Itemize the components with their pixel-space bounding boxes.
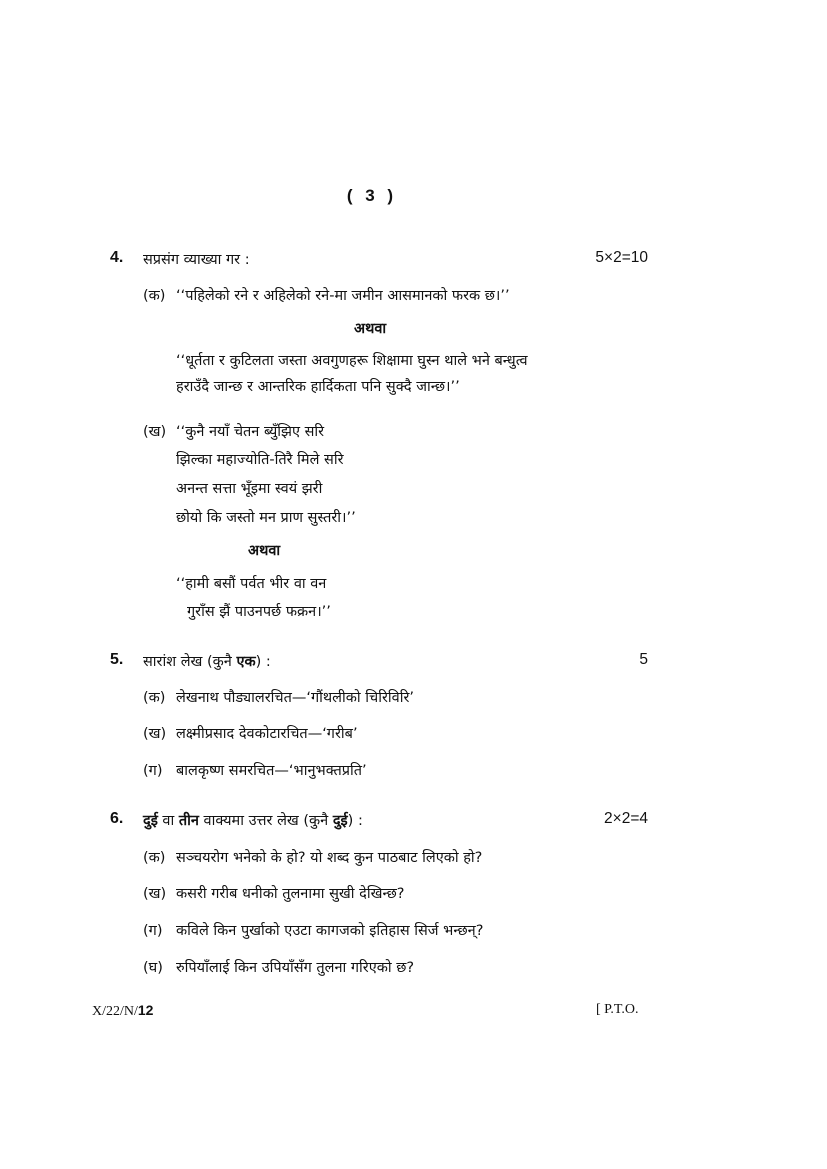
q6-item-label: (ख) bbox=[143, 886, 167, 902]
q5-item-label: (ग) bbox=[143, 763, 163, 779]
q4-kha-label: (ख) bbox=[143, 424, 167, 440]
q6-instr-t1: वा bbox=[157, 813, 179, 829]
q6-item-label: (क) bbox=[143, 850, 166, 866]
question-5-marks: 5 bbox=[639, 651, 648, 668]
question-6-number: 6. bbox=[110, 810, 124, 827]
q4-kha-line3: अनन्त सत्ता भूँइमा स्वयं झरी bbox=[176, 481, 323, 497]
q4-kha-alt-line2: गुराँस झैं पाउनपर्छ फक्रन।’’ bbox=[187, 604, 331, 620]
q5-item-label: (क) bbox=[143, 690, 166, 706]
question-5-instruction bbox=[143, 651, 271, 671]
q5-item-text: लेखनाथ पौड्यालरचित—‘गौंथलीको चिरिविरि’ bbox=[176, 690, 415, 706]
page-number: ( 3 ) bbox=[346, 186, 398, 205]
q5-instr-post: ) : bbox=[255, 654, 271, 670]
q4-kha-line1: ‘‘कुनै नयाँ चेतन ब्युँझिए सरि bbox=[176, 424, 325, 440]
q4-kha-alt-line1: ‘‘हामी बसौं पर्वत भीर वा वन bbox=[176, 576, 327, 592]
q6-item-label: (घ) bbox=[143, 960, 163, 976]
paper-code-prefix: X/22/N/ bbox=[92, 1004, 138, 1019]
q4-ka-quote: ‘‘पहिलेको रने र अहिलेको रने-मा जमीन आसमानको फरक छ।’’ bbox=[176, 288, 510, 304]
q6-instr-t2: वाक्यमा उत्तर लेख (कुनै bbox=[198, 813, 333, 829]
question-4-marks: 5×2=10 bbox=[595, 249, 648, 266]
q5-item-label: (ख) bbox=[143, 726, 167, 742]
q6-instr-b1: दुई bbox=[143, 813, 158, 829]
question-4-number: 4. bbox=[110, 249, 124, 266]
question-5-number: 5. bbox=[110, 651, 124, 668]
question-6-marks: 2×2=4 bbox=[604, 810, 648, 827]
q6-item-label: (ग) bbox=[143, 923, 163, 939]
paper-code-number: 12 bbox=[137, 1002, 154, 1018]
q4-kha-line2: झिल्का महाज्योति-तिरै मिले सरि bbox=[176, 452, 344, 468]
q4-ka-label: (क) bbox=[143, 288, 166, 304]
q4-ka-alt-line1: ‘‘धूर्तता र कुटिलता जस्ता अवगुणहरू शिक्षामा घुस्न थाले भने बन्धुत्व bbox=[176, 353, 528, 369]
q5-instr-pre: सारांश लेख (कुनै bbox=[143, 654, 237, 670]
q5-item-text: बालकृष्ण समरचित—‘भानुभक्तप्रति’ bbox=[176, 763, 367, 779]
q6-instr-b3: दुई bbox=[332, 813, 348, 829]
q6-item-text: सञ्चयरोग भनेको के हो? यो शब्द कुन पाठबाट लिएको हो? bbox=[176, 850, 483, 866]
q4-ka-or: अथवा bbox=[354, 321, 387, 337]
q4-ka-alt-line2: हराउँदै जान्छ र आन्तरिक हार्दिकता पनि सुक्दै जान्छ।’’ bbox=[176, 379, 460, 395]
q6-item-text: कसरी गरीब धनीको तुलनामा सुखी देखिन्छ? bbox=[176, 886, 405, 902]
q5-item-text: लक्ष्मीप्रसाद देवकोटारचित—‘गरीब’ bbox=[176, 726, 358, 742]
q5-instr-bold: एक bbox=[236, 654, 256, 670]
question-6-instruction bbox=[143, 810, 363, 830]
q6-instr-b2: तीन bbox=[178, 813, 199, 829]
question-4-instruction: सप्रसंग व्याख्या गर : bbox=[143, 252, 250, 268]
q4-kha-line4: छोयो कि जस्तो मन प्राण सुस्तरी।’’ bbox=[176, 510, 356, 526]
q6-instr-t3: ) : bbox=[347, 813, 363, 829]
pto-label: [ P.T.O. bbox=[596, 1002, 639, 1017]
paper-code bbox=[92, 1002, 153, 1020]
q4-kha-or: अथवा bbox=[248, 543, 281, 559]
q6-item-text: रुपियाँलाई किन उपियाँसँग तुलना गरिएको छ? bbox=[176, 960, 415, 976]
q6-item-text: कविले किन पुर्खाको एउटा कागजको इतिहास सिर्ज भन्छन्? bbox=[176, 923, 484, 939]
